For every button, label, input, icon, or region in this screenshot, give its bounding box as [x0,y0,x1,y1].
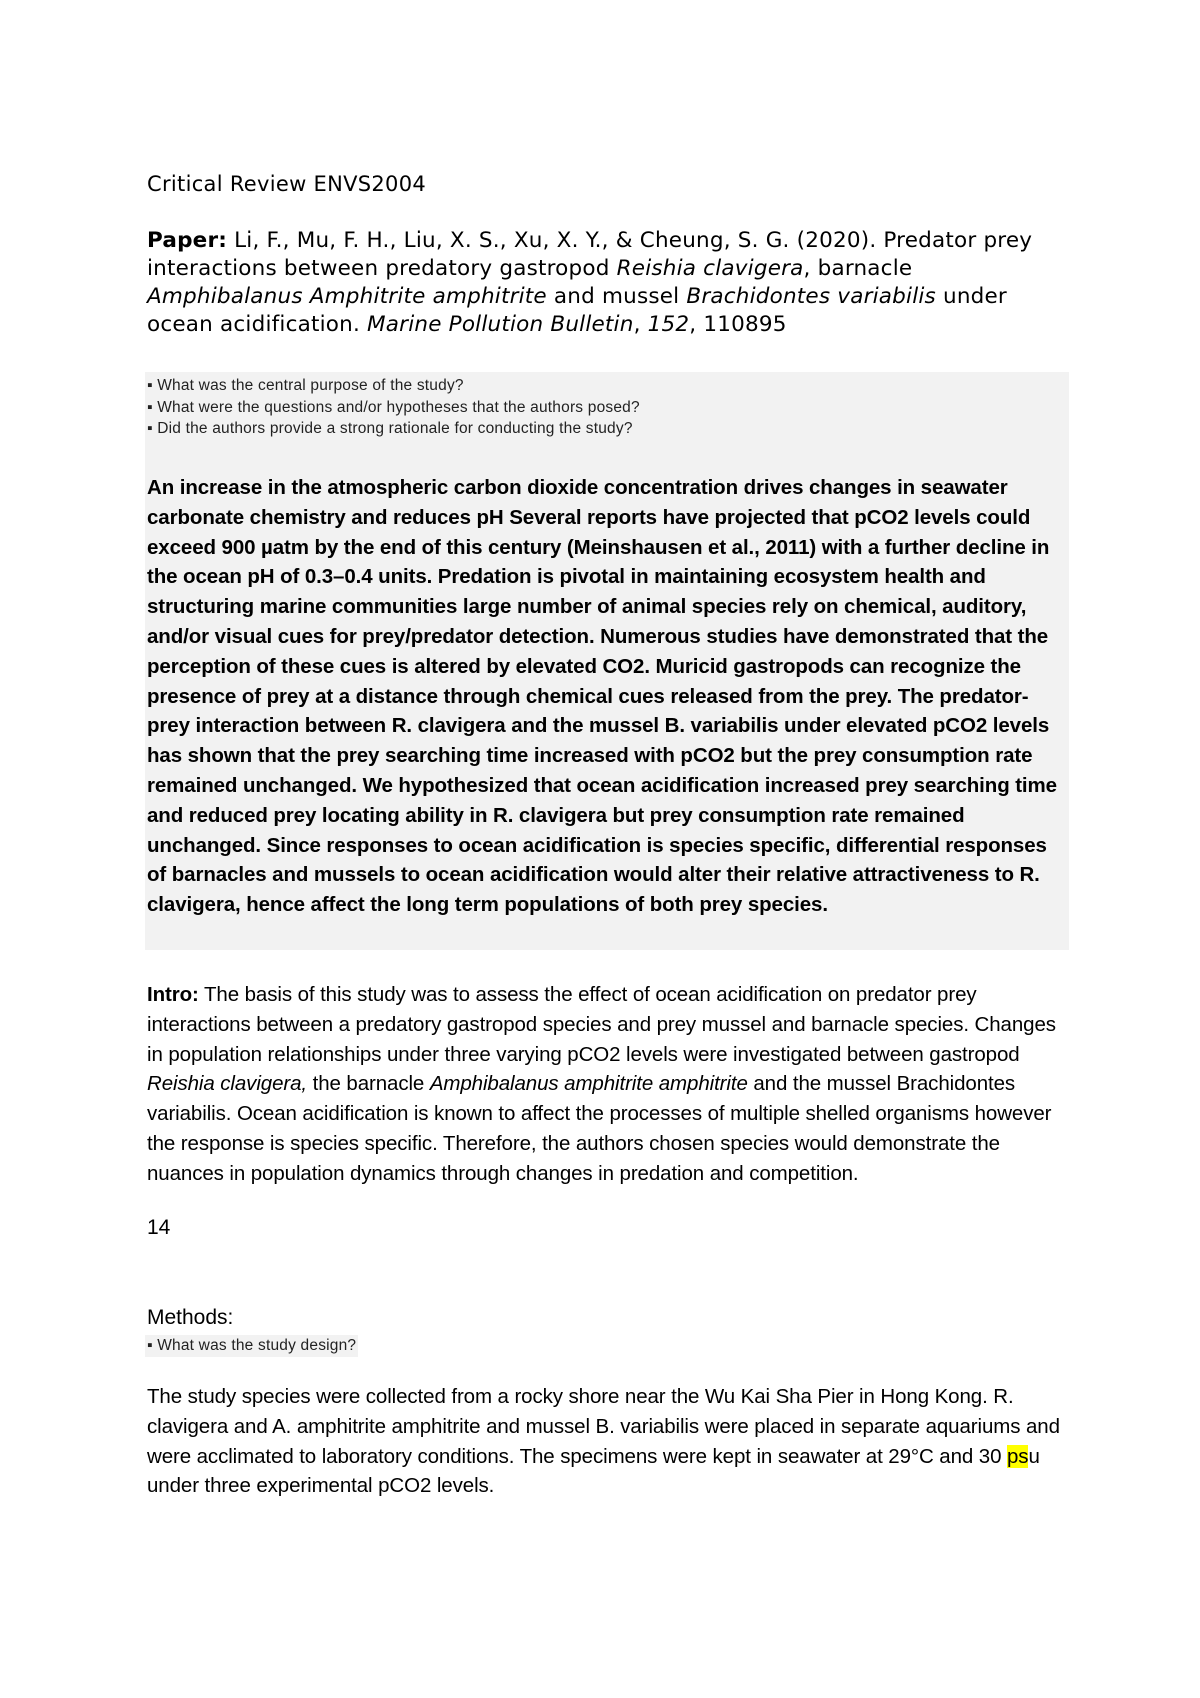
methods-text: The study species were collected from a rocky shore near the Wu Kai Sha Pier in Hong Kong. R. clavigera and A. amphitrite amphitrite and mussel B. variabilis were placed in separate aquariums and were acclimated to laboratory conditions. The specimens were kept in seawater at 29°C and 30 [147,1385,1060,1468]
intro-label: Intro: [147,983,199,1006]
intro-text: the barnacle [307,1072,430,1096]
methods-question: ▪ What was the study design? [145,1335,358,1357]
citation-species-barnacle: Amphibalanus Amphitrite amphitrite [147,284,547,309]
intro-text: The basis of this study was to assess the effect of ocean acidification on predator prey interactions between a predatory gastropod species and prey mussel and barnacle species. Changes in population relationships under three varying pCO2 levels were investigated between gastropod [147,983,1056,1066]
citation-species-predator: Reishia clavigera [616,256,804,281]
methods-paragraph [147,1382,1067,1501]
intro-species-predator: Reishia clavigera, [147,1072,307,1096]
citation-species-mussel: Brachidontes variabilis [686,284,936,309]
citation-article: , 110895 [689,312,787,337]
page-number: 14 [147,1216,171,1239]
citation-text: under ocean acidification. [147,284,1007,337]
question-item: ▪ Did the authors provide a strong rationale for conducting the study? [147,420,633,437]
citation-text: , barnacle [803,256,913,281]
document-title: Critical Review ENVS2004 [147,172,427,196]
intro-text: and the mussel Brachidontes variabilis. Ocean acidification is known to affect the processes of multiple shelled organisms however the response is species specific. Therefore, the authors chosen species would demonstrate the nuances in population dynamics through changes in predation and competition. [147,1072,1052,1185]
citation-journal: Marine Pollution Bulletin [367,312,634,337]
paper-citation [147,227,1067,339]
intro-species-barnacle: Amphibalanus amphitrite amphitrite [429,1072,748,1096]
citation-text: and mussel [546,284,687,309]
citation-text: , [633,312,648,337]
purpose-paragraph: An increase in the atmospheric carbon dioxide concentration drives changes in seawater carbonate chemistry and reduces pH Several reports have projected that pCO2 levels could exceed 900 µatm by the end of this century (Meinshausen et al., 2011) with a further decline in the ocean pH of 0.3–0.4 units. Predation is pivotal in maintaining ecosystem health and structuring marine communities large number of animal species rely on chemical, auditory, and/or visual cues for prey/predator detection. Numerous studies have demonstrated that the perception of these cues is altered by elevated CO2. Muricid gastropods can recognize the presence of prey at a distance through chemical cues released from the prey. The predator-prey interaction between R. clavigera and the mussel B. variabilis under elevated pCO2 levels has shown that the prey searching time increased with pCO2 but the prey consumption rate remained unchanged. We hypothesized that ocean acidification increased prey searching time and reduced prey locating ability in R. clavigera but prey consumption rate remained unchanged. Since responses to ocean acidification is species specific, differential responses of barnacles and mussels to ocean acidification would alter their relative attractiveness to R. clavigera, hence affect the long term populations of both prey species. [147,476,1057,917]
citation-label: Paper: [147,228,228,253]
purpose-questions [147,375,640,440]
citation-volume: 152 [647,312,690,337]
question-item: ▪ What were the questions and/or hypotheses that the authors posed? [147,398,640,416]
intro-paragraph [147,980,1067,1189]
citation-authors: Li, F., Mu, F. H., Liu, X. S., Xu, X. Y., & Cheung, S. G. (2020). Predator prey interactions between predatory gastropod [147,228,1033,281]
question-item: ▪ What was the central purpose of the study? [147,377,464,394]
methods-heading: Methods: [147,1306,234,1329]
methods-text: u under three experimental pCO2 levels. [147,1444,1040,1498]
highlighted-text: ps [1006,1444,1029,1468]
